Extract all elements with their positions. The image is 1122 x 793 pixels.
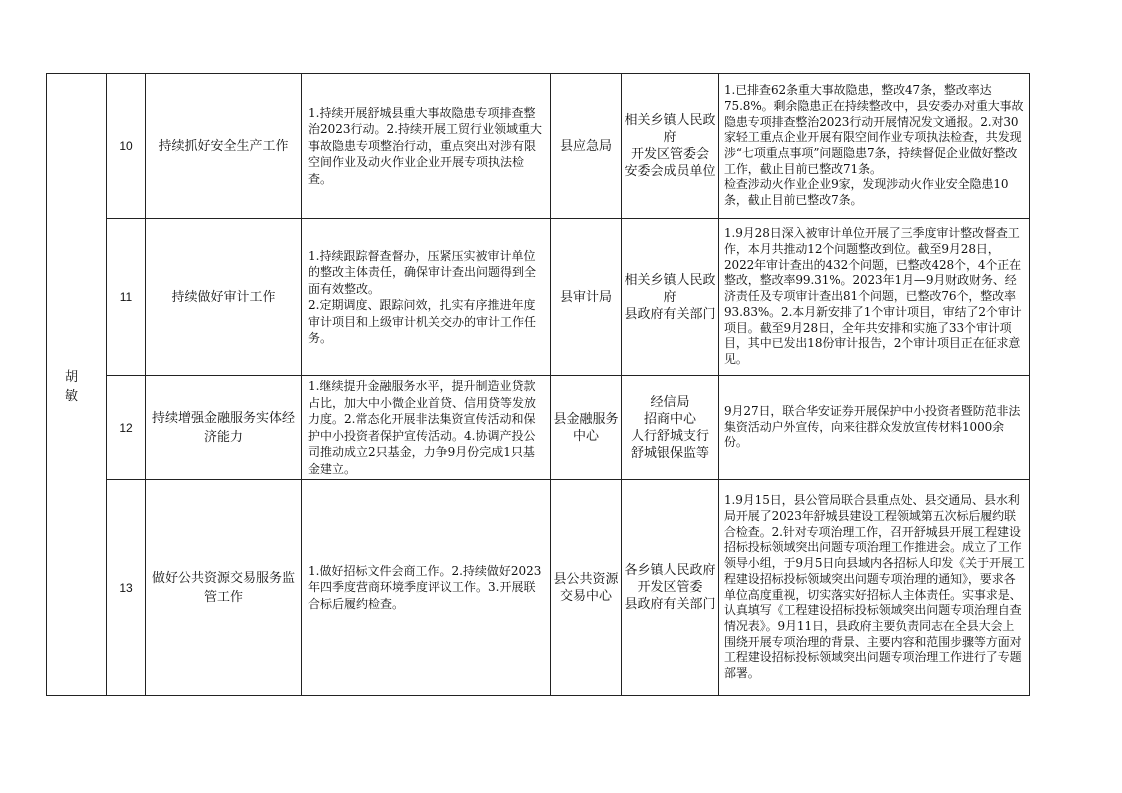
lead-unit-cell [551,219,622,376]
table-row [47,376,1030,480]
lead-unit: 县金融服务中心 [553,411,619,444]
task-cell [146,219,302,376]
row-number: 11 [119,290,133,304]
task-cell [146,376,302,480]
task-name: 持续做好审计工作 [171,289,276,305]
coop-unit-cell [622,219,719,376]
measures-text: 1.持续跟踪督查督办，压紧压实被审计单位的整改主体责任，确保审计查出问题得到全面有效整改。 2.定期调度、跟踪问效，扎实有序推进年度审计项目和上级审计机关交办的审计工作任务。 [308,248,537,345]
row-number: 12 [119,420,133,435]
coop-units: 相关乡镇人民政府 县政府有关部门 [624,272,716,322]
task-name: 持续增强金融服务实体经济能力 [151,410,295,445]
progress-cell [719,480,1030,696]
table-row [47,219,1030,376]
progress-cell [719,74,1030,219]
lead-unit: 县审计局 [559,289,612,305]
measures-cell [302,376,551,480]
measures-cell [302,74,551,219]
row-number-cell [107,376,146,480]
task-name: 持续抓好安全生产工作 [158,138,289,154]
row-number-cell [107,74,146,219]
lead-unit: 县应急局 [559,138,612,154]
coop-unit-cell [622,480,719,696]
measures-text: 1.持续开展舒城县重大事故隐患专项排查整治2023行动。2.持续开展工贸行业领域重大事故隐患专项整治行动，重点突出对涉有限空间作业及动火作业企业开展专项执法检查。 [308,105,542,186]
coop-units: 各乡镇人民政府 开发区管委 县政府有关部门 [624,563,716,612]
row-number: 10 [119,139,133,153]
coop-units: 相关乡镇人民政府 开发区管委会 安委会成员单位 [624,113,716,179]
progress-text: 9月27日，联合华安证券开展保护中小投资者暨防范非法集资活动户外宣传，向来往群众发放宣传材料1000余份。 [724,403,1021,450]
task-table-sheet [46,73,1030,696]
measures-cell [302,219,551,376]
responsible-person-cell [47,74,107,696]
lead-unit: 县公共资源交易中心 [553,571,619,604]
task-cell [146,74,302,219]
row-number: 13 [119,580,133,595]
table-row [47,480,1030,696]
progress-cell [719,376,1030,480]
coop-units: 经信局 招商中心 人行舒城支行 舒城银保监等 [630,394,709,461]
measures-text: 1.继续提升金融服务水平，提升制造业贷款占比，加大中小微企业首贷、信用贷等发放力度。2.常态化开展非法集资宣传活动和保护中小投资者保护宣传活动。4.协调产投公司推动成立2只基金，力争9月份完成1只基金建立。 [308,379,537,476]
lead-unit-cell [551,74,622,219]
measures-text: 1.做好招标文件会商工作。2.持续做好2023年四季度营商环境季度评议工作。3.开展联合标后履约检查。 [308,563,542,611]
measures-cell [302,480,551,696]
task-name: 做好公共资源交易服务监管工作 [151,570,295,605]
responsible-person-name: 胡 敏 [64,369,88,404]
progress-text: 1.9月15日，县公管局联合县重点处、县交通局、县水利局开展了2023年舒城县建设工程领域第五次标后履约联合检查。2.针对专项治理工作，召开舒城县开展工程建设招标投标领域突出问题专项治理工作推进会。成立了工作领导小组，于9月5日向县域内各招标人印发《关于开展工程建设招标投标领域突出问题专项治理的通知》，要求各单位高度重视，切实落实好招标人主体责任。实事求是、认真填写《工程建设招标投标领域突出问题专项治理自查情况表》。9月11日，县政府主要负责同志在全县大会上围绕开展专项治理的背景、主要内容和范围步骤等方面对工程建设招标投标领域突出问题专项治理工作进行了专题部署。 [724,493,1025,681]
task-table [46,73,1030,696]
lead-unit-cell [551,376,622,480]
lead-unit-cell [551,480,622,696]
progress-text: 1.已排查62条重大事故隐患，整改47条，整改率达75.8%。剩余隐患正在持续整改中，县安委办对重大事故隐患专项排查整治2023行动开展情况发文通报。2.对30家轻工重点企业开展有限空间作业专项执法检查，共发现涉“七项重点事项”问题隐患7条，持续督促企业做好整改工作，截止目前已整改71条。 检查涉动火作业企业9家，发现涉动火作业安全隐患10条，截止目前已整改7条。 [724,83,1024,208]
progress-cell [719,219,1030,376]
row-number-cell [107,219,146,376]
progress-text: 1.9月28日深入被审计单位开展了三季度审计整改督查工作，本月共推动12个问题整改到位。截至9月28日，2022年审计查出的432个问题，已整改428个，4个正在整改，整改率99.31%。2023年1月—9月财政财务、经济责任及专项审计查出81个问题，已整改76个，整改率93.83%。2.本月新安排了1个审计项目，审结了2个审计项目。截至9月28日，全年共安排和实施了33个审计项目，其中已发出18份审计报告，2个审计项目正在征求意见。 [724,226,1022,366]
row-number-cell [107,480,146,696]
coop-unit-cell [622,376,719,480]
task-cell [146,480,302,696]
coop-unit-cell [622,74,719,219]
table-row [47,74,1030,219]
